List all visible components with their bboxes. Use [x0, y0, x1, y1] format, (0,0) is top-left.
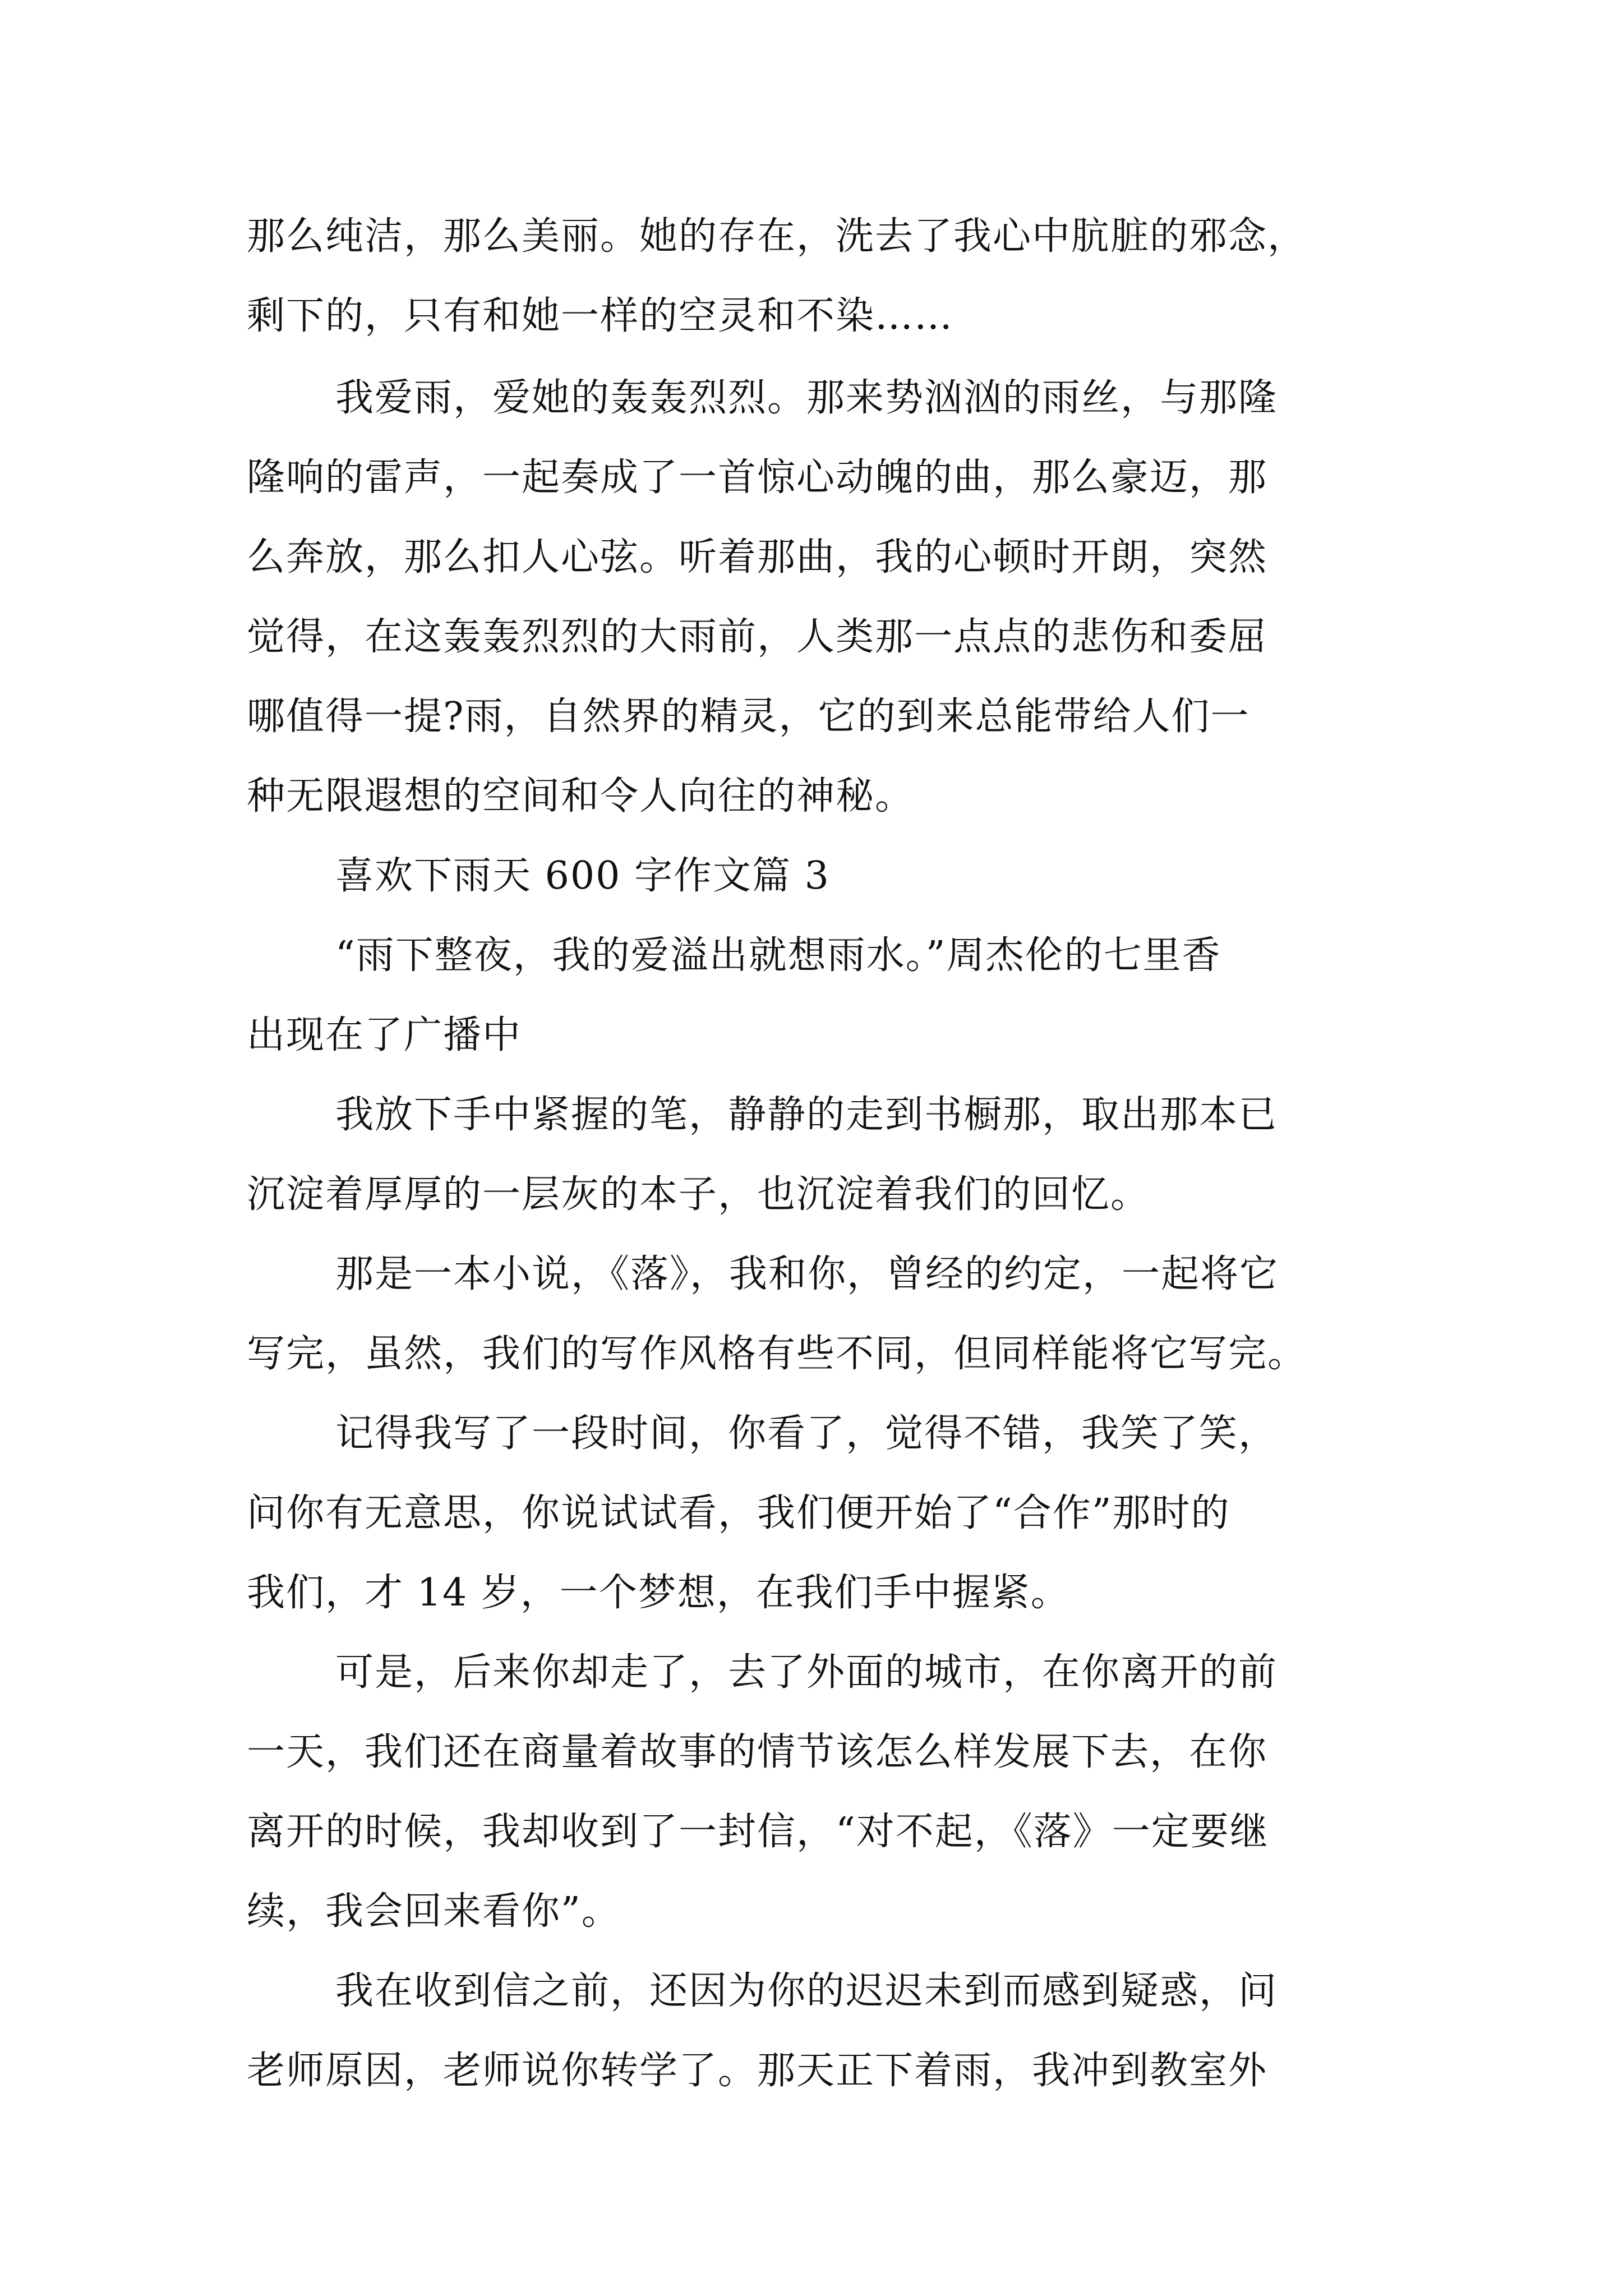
text-line: 剩下的，只有和她一样的空灵和不染…… — [247, 294, 954, 338]
text-line: 续，我会回来看你”。 — [247, 1889, 621, 1934]
text-line: 一天，我们还在商量着故事的情节该怎么样发展下去，在你 — [247, 1730, 1268, 1774]
text-line: 出现在了广播中 — [247, 1013, 522, 1057]
paragraph-start-line: “雨下整夜，我的爱溢出就想雨水。”周杰伦的七里香 — [335, 933, 1221, 978]
paragraph-start-line: 那是一本小说，《落》，我和你，曾经的约定，一起将它 — [335, 1252, 1279, 1296]
text-line: 离开的时候，我却收到了一封信，“对不起，《落》一定要继 — [247, 1810, 1269, 1854]
text-line: 写完，虽然，我们的写作风格有些不同，但同样能将它写完。 — [247, 1332, 1307, 1376]
paragraph-start-line: 我爱雨，爱她的轰轰烈烈。那来势汹汹的雨丝，与那隆 — [335, 376, 1278, 420]
paragraph-start-line: 我在收到信之前，还因为你的迟迟未到而感到疑惑，问 — [335, 1969, 1278, 2013]
text-line: 那么纯洁，那么美丽。她的存在，洗去了我心中肮脏的邪念， — [247, 214, 1307, 259]
text-line: 问你有无意思，你说试试看，我们便开始了“合作”那时的 — [247, 1491, 1230, 1535]
paragraph-start-line: 记得我写了一段时间，你看了，觉得不错，我笑了笑， — [335, 1411, 1278, 1456]
text-line: 沉淀着厚厚的一层灰的本子，也沉淀着我们的回忆。 — [247, 1172, 1150, 1217]
section-heading: 喜欢下雨天 600 字作文篇 3 — [335, 854, 830, 898]
paragraph-start-line: 我放下手中紧握的笔，静静的走到书橱那，取出那本已 — [335, 1093, 1278, 1137]
paragraph-start-line: 可是，后来你却走了，去了外面的城市，在你离开的前 — [335, 1650, 1278, 1695]
text-line: 哪值得一提?雨，自然界的精灵，它的到来总能带给人们一 — [247, 694, 1250, 739]
text-line: 我们，才 14 岁，一个梦想，在我们手中握紧。 — [247, 1571, 1070, 1615]
text-line: 老师原因，老师说你转学了。那天正下着雨，我冲到教室外 — [247, 2049, 1268, 2093]
text-line: 隆响的雷声，一起奏成了一首惊心动魄的曲，那么豪迈，那 — [247, 455, 1268, 500]
text-line: 么奔放，那么扣人心弦。听着那曲，我的心顿时开朗，突然 — [247, 535, 1268, 579]
text-line: 种无限遐想的空间和令人向往的神秘。 — [247, 774, 915, 818]
text-line: 觉得，在这轰轰烈烈的大雨前，人类那一点点的悲伤和委屈 — [247, 615, 1268, 659]
